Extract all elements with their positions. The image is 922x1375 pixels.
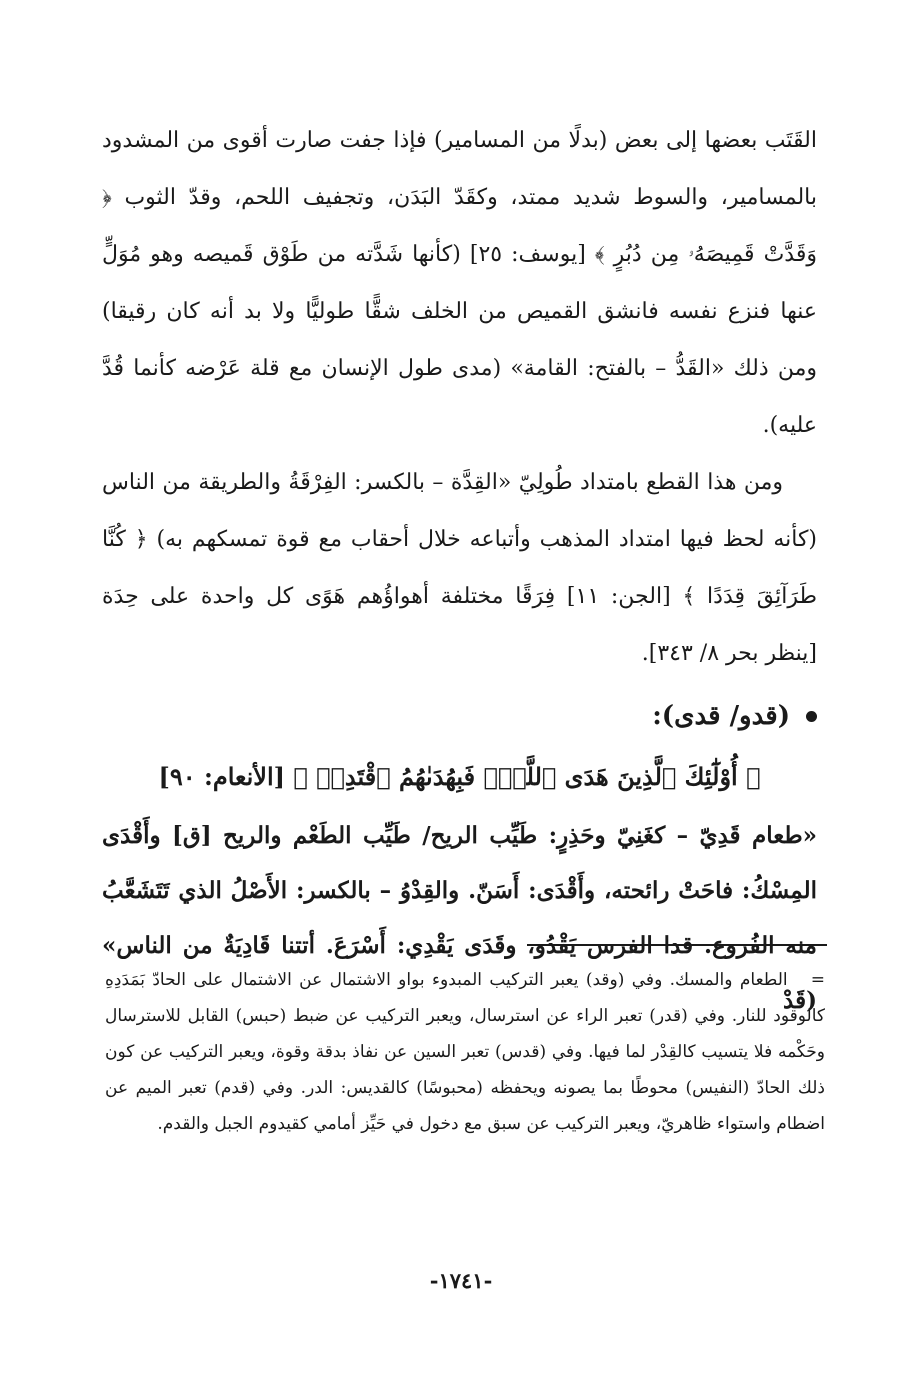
page-number: -١٧٤١- bbox=[429, 1268, 493, 1293]
footnotes bbox=[105, 962, 825, 1142]
footnote-text: الطعام والمسك. وفي (وقد) يعبر التركيب المبدوء بواو الاشتمال عن الاشتمال على الحادّ بَمَدَدِهِ كالوقود للنار. وفي (قدر) تعبر الراء عن استرسال، ويعبر التركيب عن ضبط (حبس) القابل للاسترسال وحَكْمه فلا يتسيب كالقِدْر لما فيها. وفي (قدس) تعبر السين عن نفاذ بدقة وقوة، ويعبر التركيب عن كون ذلك الحادّ (النفيس) محوطًا بما يصونه ويحفظه (محبوسًا) كالقديس: الدر. وفي (قدم) تعبر الميم عن اضطام واستواء ظاهريّ، ويعبر التركيب عن سبق مع دخول في حَيِّز أمامي كقيدوم الجبل والقدم. bbox=[105, 970, 825, 1134]
footnote-divider bbox=[527, 944, 827, 946]
dictionary-entry: «طعام قَدِيّ – كغَنِيّ وحَذِرٍ: طَيِّب الريح/ طَيِّب الطَعْم والريح [ق] وأَقْدَى المِسْكُ: فاحَتْ رائحته، وأَقْدَى: أَسَنّ. والقِدْوُ – بالكسر: الأَصْلُ الذي تَتَشَعَّبُ منه الفُروع. قدا الفرس يَقْدُو، وقَدَى يَقْدِي: أَسْرَعَ. أتتنا قَادِيَةٌ من الناس» (قَدْ bbox=[102, 822, 817, 1014]
paragraph: القَتَب بعضها إلى بعض (بدلًا من المسامير) فإذا جفت صارت أقوى من المشدود بالمسامير، والسوط شديد ممتد، وكقَدّ البَدَن، وتجفيف اللحم، وقدّ الثوب ﴿ وَقَدَّتْ قَمِيصَهُۥ مِن دُبُرٍ ﴾ [يوسف: ٢٥] (كأنها شَدَّته من طَوْق قَميصه وهو مُوَلٍّ عنها فنزع نفسه فانشق القميص من الخلف شقًّا طوليًّا ولا بد أنه كان رقيقا) ومن ذلك «القَدُّ – بالفتح: القامة» (مدى طول الإنسان مع قلة عَرْضه كأنما قُدَّ عليه). bbox=[102, 128, 817, 438]
quran-verse: ﴿ أُوْلَٰٓئِكَ ٱلَّذِينَ هَدَى ٱللَّهُۖ فَبِهُدَىٰهُمُ ٱقْتَدِهۡ ﴾ [الأنعام: ٩٠] bbox=[158, 762, 761, 791]
paragraph: ومن هذا القطع بامتداد طُولِيّ «القِدَّة – بالكسر: الفِرْقَةُ والطريقة من الناس (كأنه لحظ فيها امتداد المذهب وأتباعه خلال أحقاب مع قوة تمسكهم به) ﴿ كُنَّا طَرَآئِقَ قِدَدًا ﴾ [الجن: ١١] فِرَقًا مختلفة أهواؤُهم هَوًى كل واحدة على حِدَة [ينظر بحر ٨/ ٣٤٣]. bbox=[102, 470, 817, 666]
footnote-continuation-marker: = bbox=[810, 970, 825, 990]
section-heading bbox=[102, 686, 817, 746]
footnote bbox=[105, 962, 825, 1142]
bullet-icon bbox=[806, 711, 817, 722]
main-text bbox=[102, 112, 817, 1028]
section-heading-text: (قدو/ قدى): bbox=[652, 701, 790, 731]
